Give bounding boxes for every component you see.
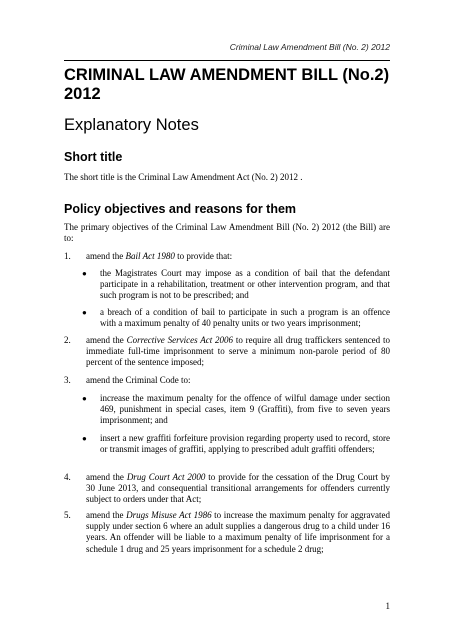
list-number: 1. [64,251,71,261]
document-heading: Explanatory Notes [64,116,199,134]
page-number: 1 [385,601,390,611]
list-number: 3. [64,375,71,385]
policy-heading: Policy objectives and reasons for them [64,202,297,216]
bullet-icon: ● [82,394,87,403]
act-name: Bail Act 1980 [125,251,175,261]
act-name: Drugs Misuse Act 1986 [126,510,212,520]
bullet-text: the Magistrates Court may impose as a condition of bail that the defendant participate in a rehabilitation, treatment or other intervention program, and that such program is not to be prescribed; and [100,268,390,301]
act-name: Drug Court Act 2000 [126,472,206,482]
policy-intro: The primary objectives of the Criminal Law Amendment Bill (No. 2) 2012 (the Bill) are to: [64,222,390,244]
item-text: to provide that: [174,251,233,261]
list-item-1 [64,251,390,262]
list-item-4 [64,472,390,506]
short-title-text: The short title is the Criminal Law Amendment Act (No. 2) 2012 . [64,172,303,182]
bullet-item [82,393,390,427]
item-text: amend the [86,472,127,482]
bullet-icon: ● [82,434,87,443]
bullet-item [82,307,390,329]
list-number: 4. [64,472,71,482]
item-text: to increase the maximum penalty for aggravated supply under section 6 where an adult supplies a dangerous drug to a child under 16 years. An offender will be liable to a maximum penalty of life imprisonment for a schedule 1 drug and 25 years imprisonment for a schedule 2 drug; [86,510,390,554]
bullet-icon: ● [82,269,87,278]
bullet-text: insert a new graffiti forfeiture provision regarding property used to record, store or transmit images of graffiti, applying to prescribed adult graffiti offenders; [100,433,390,455]
bullet-icon: ● [82,308,87,317]
list-item-2 [64,335,390,369]
bullet-item [82,268,390,302]
list-item-5 [64,510,390,555]
item-text: amend the [86,335,127,345]
item-text: amend the [86,251,126,261]
bill-title-line2: 2012 [64,85,101,103]
item-text: amend the [86,510,127,520]
bill-title-line1: CRIMINAL LAW AMENDMENT BILL (No.2) [64,66,390,84]
item-text: amend the Criminal Code to: [86,375,191,385]
list-item-3 [64,375,390,386]
running-header: Criminal Law Amendment Bill (No. 2) 2012 [229,42,390,52]
short-title-heading: Short title [64,150,123,164]
act-name: Corrective Services Act 2006 [126,335,234,345]
item-text: to require all drug traffickers sentenced to immediate full-time imprisonment to serve a minimum non-parole period of 80 percent of the sentence imposed; [86,335,390,368]
list-number: 5. [64,510,71,520]
bullet-item [82,433,390,455]
bullet-text: a breach of a condition of bail to participate in such a program is an offence with a maximum penalty of 40 penalty units or two years imprisonment; [100,307,390,329]
bullet-text: increase the maximum penalty for the offence of wilful damage under section 469, punishment in special cases, item 9 (Graffiti), from five to seven years imprisonment; and [100,393,390,426]
list-number: 2. [64,335,71,345]
item-text: to provide for the cessation of the Drug Court by 30 June 2013, and consequential transitional arrangements for offenders currently subject to orders under that Act; [86,472,390,505]
title-block [64,60,390,104]
